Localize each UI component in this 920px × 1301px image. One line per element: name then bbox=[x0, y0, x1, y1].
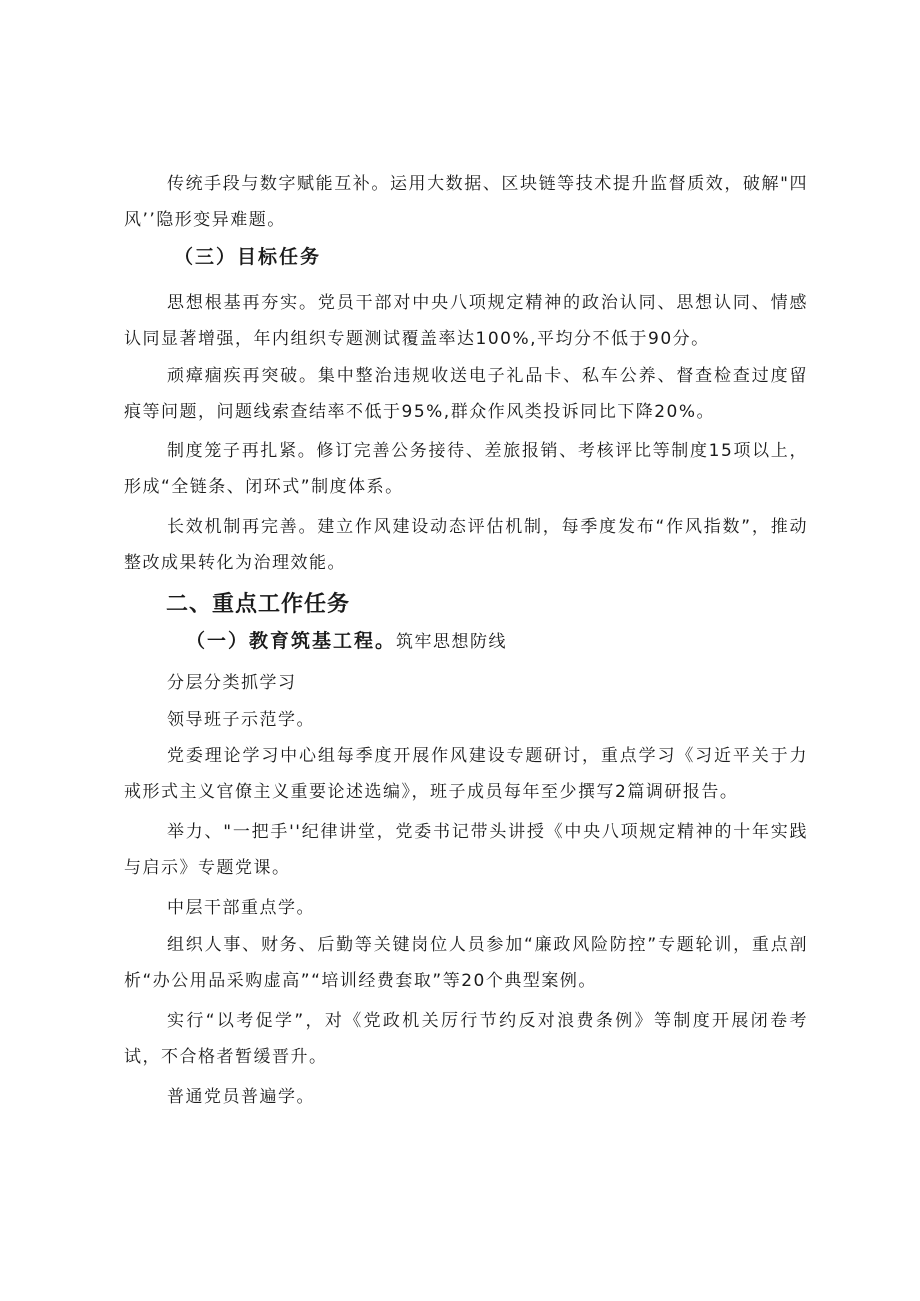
subsection-education-lead: （一）教育筑基工程。 bbox=[186, 630, 397, 652]
paragraph-layered-study: 分层分类抓学习 bbox=[167, 673, 297, 693]
paragraph-general-study: 普通党员普遍学。 bbox=[167, 1087, 315, 1107]
paragraph-goal-system: 制度笼子再扎紧。修订完善公务接待、差旅报销、考核评比等制度15项以上，形成“全链条、闭环式”制度体系。 bbox=[124, 441, 808, 497]
subsection-education-tail: 筑牢思想防线 bbox=[396, 632, 508, 652]
part-two-heading: 二、重点工作任务 bbox=[166, 592, 351, 617]
paragraph-leader-study: 领导班子示范学。 bbox=[167, 710, 315, 730]
paragraph-goal-thought: 思想根基再夯实。党员干部对中央八项规定精神的政治认同、思想认同、情感认同显著增强，年内组织专题测试覆盖率达100%,平均分不低于90分。 bbox=[124, 293, 808, 349]
paragraph-middle-study: 中层干部重点学。 bbox=[167, 898, 315, 918]
paragraph-exam: 实行“以考促学”，对《党政机关厉行节约反对浪费条例》等制度开展闭卷考试，不合格者暂缓晋升。 bbox=[124, 1011, 808, 1067]
section-goals-title: （三）目标任务 bbox=[174, 246, 322, 268]
subsection-education-title bbox=[186, 626, 507, 653]
paragraph-committee-study: 党委理论学习中心组每季度开展作风建设专题研讨，重点学习《习近平关于力戒形式主义官僚主义重要论述选编》，班子成员每年至少撰写2篇调研报告。 bbox=[124, 746, 808, 802]
paragraph-goal-breakthrough: 顽瘴痼疾再突破。集中整治违规收送电子礼品卡、私车公养、督查检查过度留痕等问题，问题线索查结率不低于95%,群众作风类投诉同比下降20%。 bbox=[124, 366, 808, 422]
paragraph-training: 组织人事、财务、后勤等关键岗位人员参加“廉政风险防控”专题轮训，重点剖析“办公用品采购虚高”“培训经费套取”等20个典型案例。 bbox=[124, 935, 808, 991]
paragraph-goal-mechanism: 长效机制再完善。建立作风建设动态评估机制，每季度发布“作风指数”，推动整改成果转化为治理效能。 bbox=[124, 517, 808, 573]
paragraph-intro: 传统手段与数字赋能互补。运用大数据、区块链等技术提升监督质效，破解"四风’’隐形变异难题。 bbox=[124, 174, 808, 230]
paragraph-lecture: 举力、"一把手''纪律讲堂，党委书记带头讲授《中央八项规定精神的十年实践与启示》专题党课。 bbox=[124, 822, 808, 878]
